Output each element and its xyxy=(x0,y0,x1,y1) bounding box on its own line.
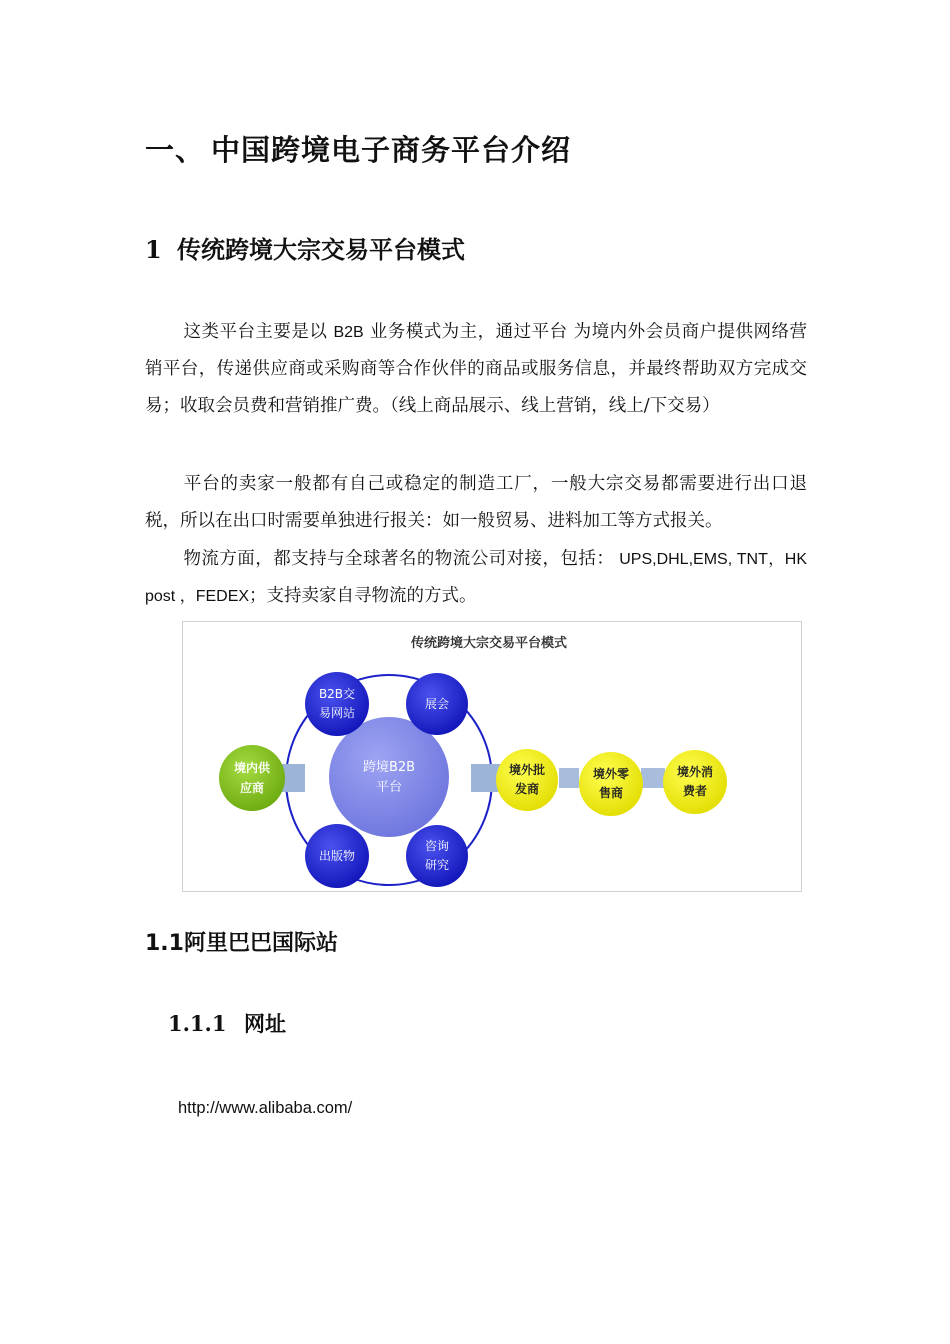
center-platform-node xyxy=(329,717,449,837)
arrow-retailer-to-consumer xyxy=(641,768,665,788)
section-heading-alibaba: 1.1阿里巴巴国际站 xyxy=(145,931,338,956)
svg-text:跨境B2B: 跨境B2B xyxy=(362,760,416,775)
svg-text:境内供: 境内供 xyxy=(233,761,271,775)
svg-text:易网站: 易网站 xyxy=(318,706,356,720)
alibaba-url-link[interactable]: http://www.alibaba.com/ xyxy=(178,1099,353,1117)
svg-text:展会: 展会 xyxy=(424,697,450,711)
subsection-number: 1.1.1 xyxy=(168,1011,227,1036)
node-overseas-consumer xyxy=(663,750,727,814)
paragraph-logistics: 物流方面，都支持与全球著名的物流公司对接，包括： UPS,DHL,EMS, TNT，HK post ，FEDEX；支持卖家自寻物流的方式。 xyxy=(145,549,807,606)
node-publication xyxy=(305,824,369,888)
diagram-svg xyxy=(183,622,801,891)
node-domestic-supplier xyxy=(219,745,285,811)
svg-text:境外批: 境外批 xyxy=(508,763,546,777)
node-overseas-wholesaler xyxy=(496,749,558,811)
subsection-title: 传统跨境大宗交易平台模式 xyxy=(177,236,465,264)
svg-text:应商: 应商 xyxy=(239,781,265,795)
svg-text:境外零: 境外零 xyxy=(592,767,630,781)
node-b2b-site xyxy=(305,672,369,736)
svg-text:B2B交: B2B交 xyxy=(318,687,356,701)
node-consulting xyxy=(406,825,468,887)
subsection-heading xyxy=(145,230,465,265)
section-number: 一、 xyxy=(145,133,206,167)
section-heading xyxy=(145,128,571,169)
subsection-title: 网址 xyxy=(244,1012,286,1036)
subsection-number: 1 xyxy=(145,235,162,264)
svg-text:发商: 发商 xyxy=(514,782,540,796)
section-title: 中国跨境电子商务平台介绍 xyxy=(211,133,572,167)
paragraph-platform-intro: 这类平台主要是以 B2B 业务模式为主，通过平台 为境内外会员商户提供网络营销平台，传递供应商或采购商等合作伙伴的商品或服务信息，并最终帮助双方完成交易；收取会员费和营销推广费。（线上商品展示、线上营销，线上/下交易） xyxy=(145,322,807,416)
paragraph-sellers: 平台的卖家一般都有自己或稳定的制造工厂，一般大宗交易都需要进行出口退税，所以在出口时需要单独进行报关：如一般贸易、进料加工等方式报关。 xyxy=(145,474,807,531)
svg-text:咨询: 咨询 xyxy=(424,839,450,853)
svg-text:售商: 售商 xyxy=(598,786,624,800)
svg-text:出版物: 出版物 xyxy=(318,849,356,863)
svg-text:平台: 平台 xyxy=(375,780,403,795)
arrow-wholesaler-to-retailer xyxy=(559,768,579,788)
svg-text:境外消: 境外消 xyxy=(676,765,714,779)
b2b-platform-diagram xyxy=(182,621,802,892)
diagram-title: 传统跨境大宗交易平台模式 xyxy=(410,636,568,651)
node-exhibition xyxy=(406,673,468,735)
svg-text:研究: 研究 xyxy=(424,858,450,872)
subsection-heading-url xyxy=(168,1008,286,1038)
node-overseas-retailer xyxy=(579,752,643,816)
svg-text:费者: 费者 xyxy=(682,784,708,798)
